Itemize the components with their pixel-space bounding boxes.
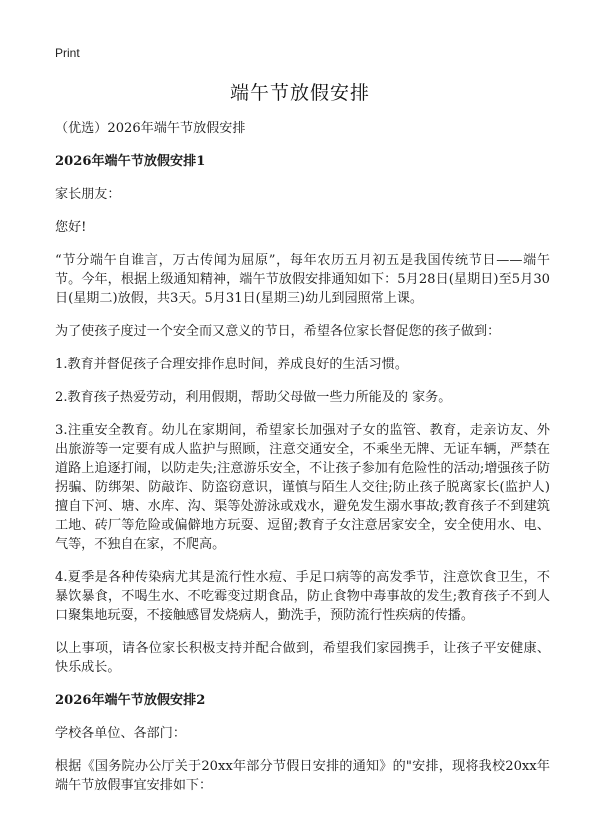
salutation: 您好! [55, 220, 87, 235]
document-subtitle: （优选）2026年端午节放假安排 [55, 121, 246, 136]
paragraph-notice: 根据《国务院办公厅关于20xx年部分节假日安排的通知》的"安排，现将我校20xx年端午节放假事宜安排如下： [55, 759, 550, 793]
paragraph-intro: “节分端午自谁言，万古传闻为屈原”，每年农历五月初五是我国传统节日——端午节。今年，根据上级通知精神，端午节放假安排通知如下：5月28日(星期日)至5月30日(星期二)放假，共3天。5月31日(星期三)幼儿到园照常上课。 [55, 253, 550, 306]
greeting-parents: 家长朋友： [55, 187, 121, 202]
list-item-4: 4.夏季是各种传染病尤其是流行性水痘、手足口病等的高发季节，注意饮食卫生，不暴饮暴食，不喝生水、不吃霉变过期食品，防止食物中毒事故的发生;教育孩子不到人口聚集地玩耍，不接触感冒发烧病人，勤洗手，预防流行性疾病的传播。 [55, 570, 550, 623]
greeting-departments: 学校各单位、各部门： [55, 726, 186, 741]
paragraph-request: 为了使孩子度过一个安全而又意义的节日，希望各位家长督促您的孩子做到： [55, 324, 501, 339]
print-label[interactable]: Print [55, 46, 80, 60]
paragraph-closing: 以上事项，请各位家长积极支持并配合做到，希望我们家园携手，让孩子平安健康、快乐成长。 [55, 641, 550, 675]
page-title: 端午节放假安排 [229, 82, 370, 104]
list-item-1: 1.教育并督促孩子合理安排作息时间，养成良好的生活习惯。 [55, 357, 408, 372]
list-item-2: 2.教育孩子热爱劳动，利用假期，帮助父母做一些力所能及的 家务。 [55, 390, 452, 405]
section-heading-1: 2026年端午节放假安排1 [55, 154, 206, 169]
section-heading-2: 2026年端午节放假安排2 [55, 693, 206, 708]
list-item-3: 3.注重安全教育。幼儿在家期间，希望家长加强对子女的监管、教育，走亲访友、外出旅游等一定要有成人监护与照顾，注意交通安全，不乘坐无牌、无证车辆，严禁在道路上追逐打闹，以防走失;注意游乐安全，不让孩子参加有危险性的活动;增强孩子防拐骗、防绑架、防敲诈、防盗窃意识，谨慎与陌生人交往;防止孩子脱离家长(监护人)擅自下河、塘、水库、沟、渠等处游泳或戏水，避免发生溺水事故;教育孩子不到建筑工地、砖厂等危险或偏僻地方玩耍、逗留;教育子女注意居家安全，安全使用水、电、气等，不独自在家，不爬高。 [55, 423, 550, 552]
document-body [55, 119, 550, 809]
